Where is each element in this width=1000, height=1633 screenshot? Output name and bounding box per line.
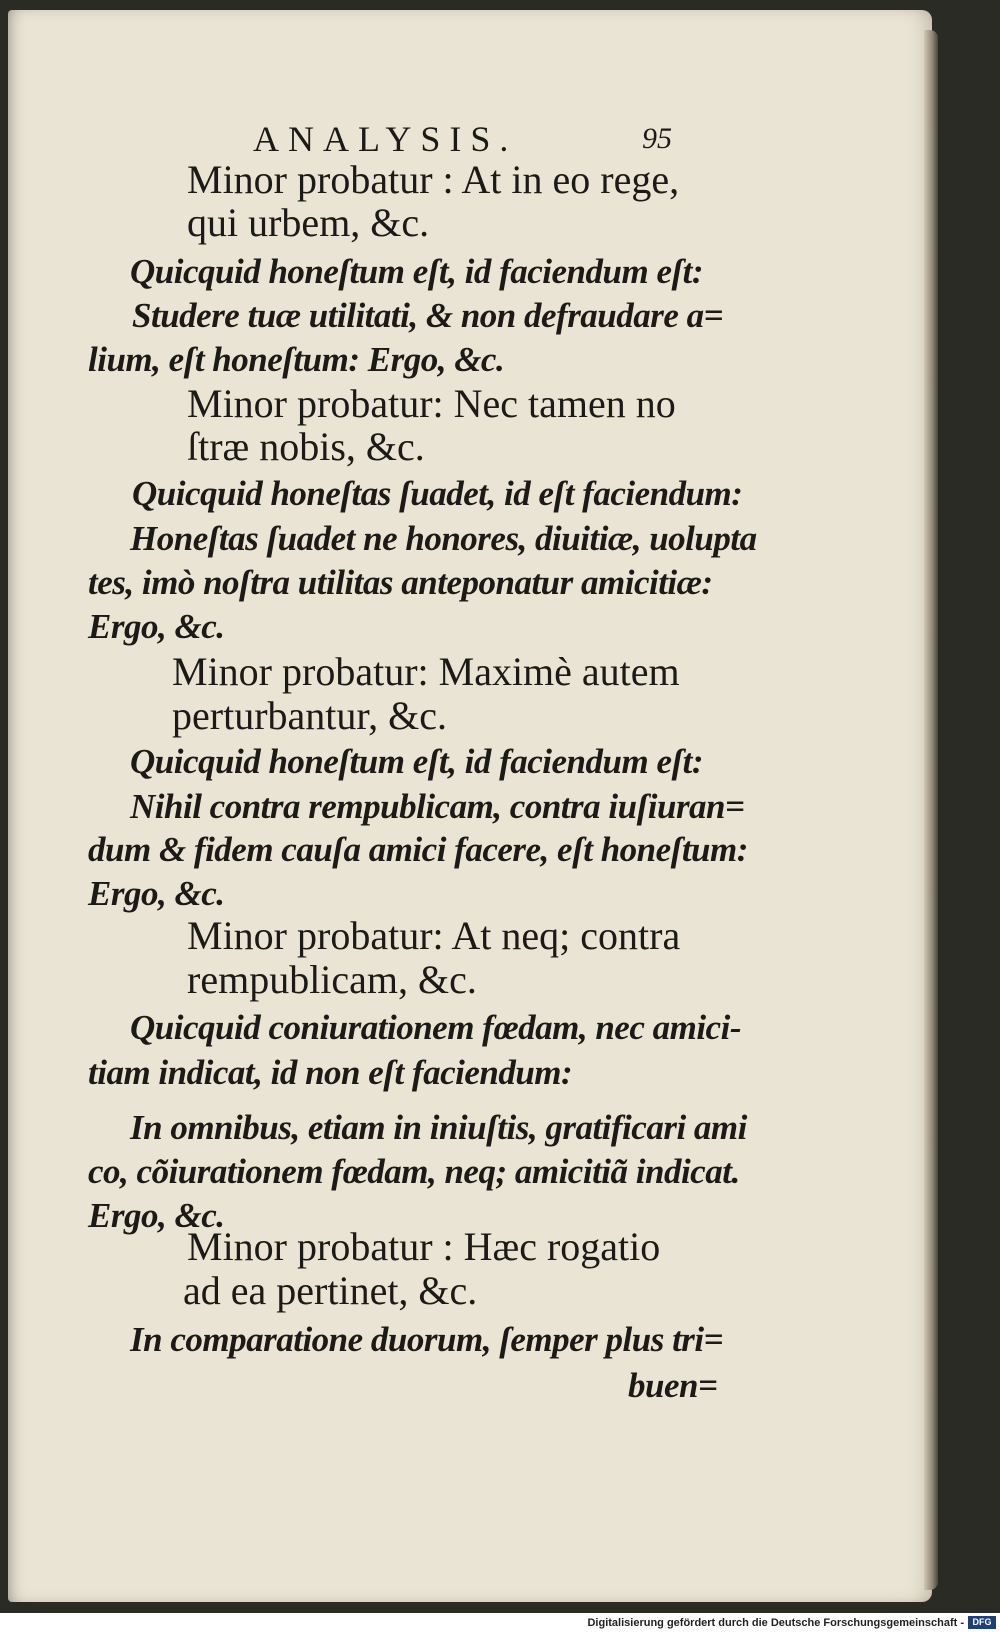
text-line: dum & fidem cauſa amici facere, eſt honeſtum: [88,830,748,869]
text-line: qui urbem, &c. [187,200,430,245]
text-line: Minor probatur: At neq; contra [187,913,681,958]
text-line: Ergo, &c. [88,874,225,913]
page-edge [924,30,938,1590]
text-line: Minor probatur : At in eo rege, [187,157,680,202]
dfg-logo: DFG [968,1616,996,1629]
text-line: ſtræ nobis, &c. [187,424,425,469]
text-line: perturbantur, &c. [172,693,447,738]
text-line: Honeſtas ſuadet ne honores, diuitiæ, uolupta [130,519,757,558]
text-line: Quicquid coniurationem fœdam, nec amici- [130,1008,741,1047]
text-line: Quicquid honeſtas ſuadet, id eſt faciendum: [132,474,743,513]
text-line: tes, imò noſtra utilitas anteponatur amicitiæ: [88,563,713,602]
running-title: ANALYSIS. [253,119,518,159]
text-line: rempublicam, &c. [187,957,477,1002]
text-line: Minor probatur : Hæc rogatio [187,1224,661,1269]
text-line: Minor probatur: Maximè autem [172,649,680,694]
text-line: Ergo, &c. [88,1196,225,1235]
text-line: lium, eſt honeſtum: Ergo, &c. [88,340,505,379]
text-line: In comparatione duorum, ſemper plus tri= [130,1320,724,1359]
text-line: Quicquid honeſtum eſt, id faciendum eſt: [130,252,704,291]
text-line: Quicquid honeſtum eſt, id faciendum eſt: [130,742,704,781]
footer-bar [0,1613,1000,1633]
text-line: Ergo, &c. [88,607,225,646]
digitization-credit: Digitalisierung gefördert durch die Deutsche Forschungsgemeinschaft - [587,1617,964,1629]
text-line: Studere tuæ utilitati, & non defraudare a= [132,296,724,335]
text-line: Nihil contra rempublicam, contra iuſiuran= [130,787,745,826]
page-number: 95 [642,122,672,155]
text-line: ad ea pertinet, &c. [183,1268,478,1313]
text-line: In omnibus, etiam in iniuſtis, gratificari ami [130,1108,747,1147]
text-line: co, cõiurationem fœdam, neq; amicitiã indicat. [88,1152,740,1191]
text-line: tiam indicat, id non eſt faciendum: [88,1053,573,1092]
catchword: buen= [628,1366,718,1405]
text-line: Minor probatur: Nec tamen no [187,381,676,426]
